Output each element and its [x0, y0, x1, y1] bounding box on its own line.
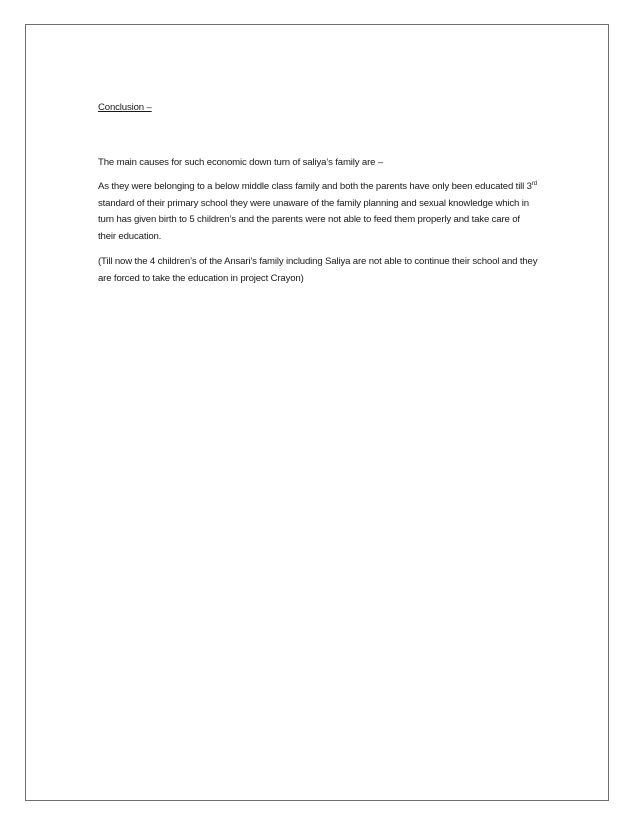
document-page — [25, 24, 609, 801]
document-body — [98, 101, 538, 287]
ordinal-superscript: rd — [531, 180, 537, 187]
paragraph-1-text-end: standard of their primary school they were unaware of the family planning and sexual knowledge which in turn has given birth to 5 children’s and the parents were not able to feed them properly and take care of their education. — [98, 197, 529, 242]
body-paragraph-1 — [98, 179, 538, 245]
body-paragraph-2: (Till now the 4 children’s of the Ansari’s family including Saliya are not able to continue their school and they are forced to take the education in project Crayon) — [98, 256, 538, 284]
intro-paragraph: The main causes for such economic down turn of saliya’s family are – — [98, 157, 384, 168]
conclusion-heading: Conclusion – — [98, 102, 152, 113]
paragraph-1-text-start: As they were belonging to a below middle class family and both the parents have only been educated till 3 — [98, 181, 532, 192]
